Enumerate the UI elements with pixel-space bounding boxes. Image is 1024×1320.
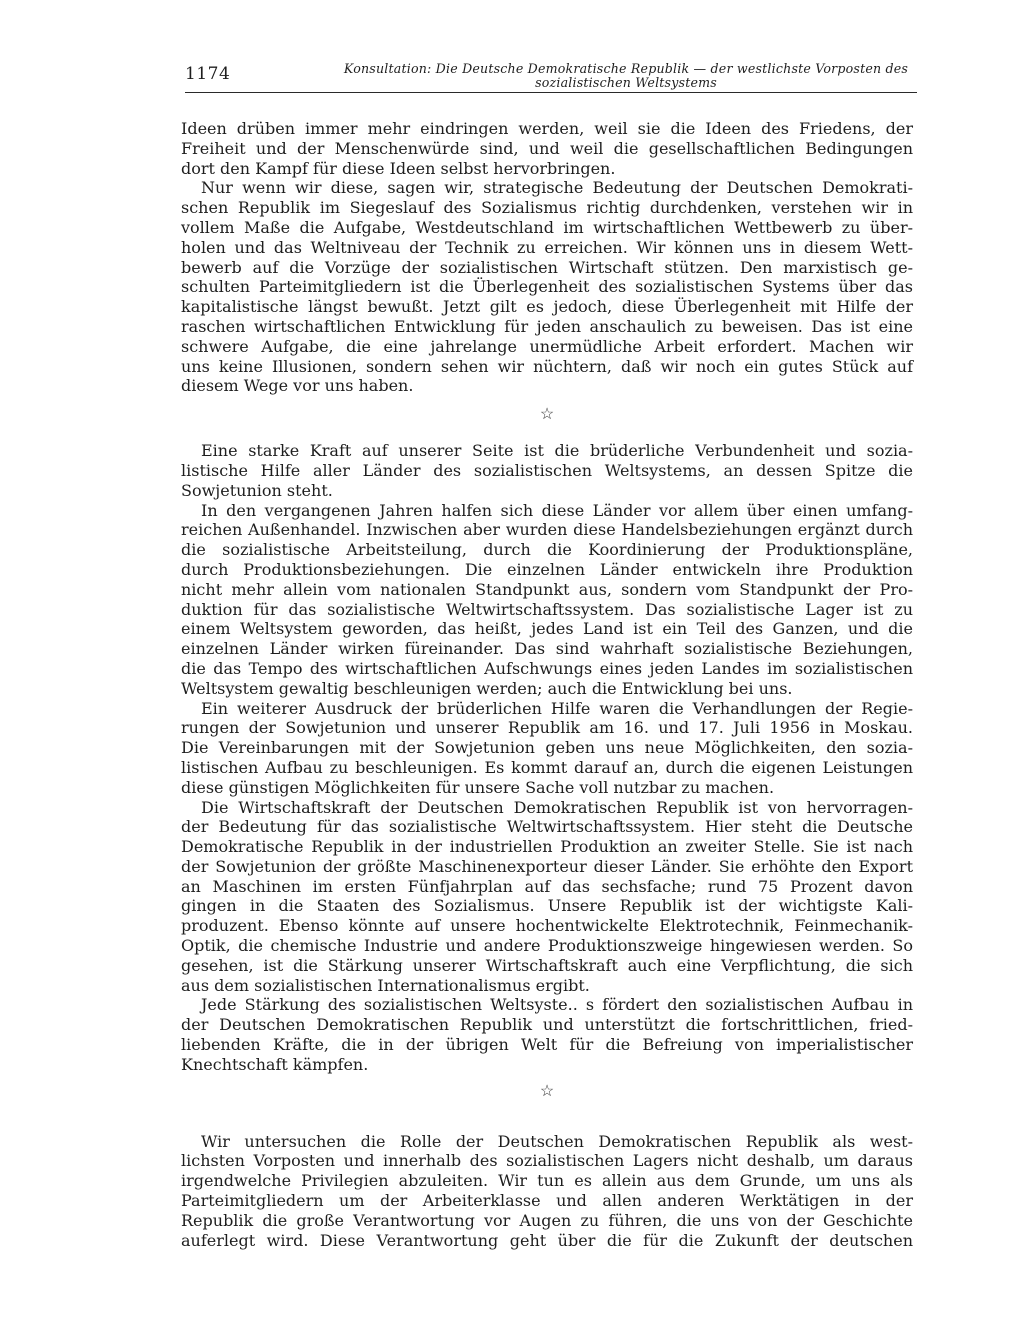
page-number: 1174 bbox=[185, 64, 231, 84]
text-line: gesehen, ist die Stärkung unserer Wirtschaftskraft auch eine Verpflichtung, die sich bbox=[181, 955, 913, 975]
text-line: In den vergangenen Jahren halfen sich diese Länder vor allem über einen umfang- bbox=[201, 500, 913, 520]
text-line: Optik, die chemische Industrie und andere Produktionszweige hingewiesen werden. So bbox=[181, 936, 913, 956]
text-line: der Sowjetunion der größte Maschinenexporteur dieser Länder. Sie erhöhte den Export bbox=[181, 856, 913, 876]
text-line: Parteimitgliedern um der Arbeiterklasse und allen anderen Werktätigen in der bbox=[181, 1191, 913, 1211]
text-line: produzent. Ebenso könnte auf unsere hochentwickelte Elektrotechnik, Feinmechanik- bbox=[181, 916, 913, 936]
text-line: Republik die große Verantwortung vor Augen zu führen, die uns von der Geschichte bbox=[181, 1210, 913, 1230]
section-separator-star: ☆ bbox=[539, 404, 555, 424]
text-line: schulten Parteimitgliedern ist die Überlegenheit des sozialistischen Systems über das bbox=[181, 277, 913, 297]
text-line: irgendwelche Privilegien abzuleiten. Wir tun es allein aus dem Grunde, um uns als bbox=[181, 1171, 913, 1191]
text-line: Knechtschaft kämpfen. bbox=[181, 1054, 369, 1074]
text-line: diese günstigen Möglichkeiten für unsere Sache voll nutzbar zu machen. bbox=[181, 777, 775, 797]
text-line: durch Produktionsbeziehungen. Die einzelnen Länder entwickeln ihre Produktion bbox=[181, 559, 913, 579]
text-line: kapitalistische längst bewußt. Jetzt gilt es jedoch, diese Überlegenheit mit Hilfe der bbox=[181, 297, 913, 317]
text-line: listische Hilfe aller Länder des sozialistischen Weltsystems, an dessen Spitze die bbox=[181, 460, 913, 480]
text-line: Demokratische Republik in der industriellen Produktion an zweiter Stelle. Sie ist nach bbox=[181, 837, 913, 857]
running-head-line-1: Konsultation: Die Deutsche Demokratische Republik — der westlichste Vorposten des bbox=[343, 61, 909, 76]
text-line: reichen Außenhandel. Inzwischen aber wurden diese Handelsbeziehungen ergänzt durch bbox=[181, 520, 913, 540]
text-line: Jede Stärkung des sozialistischen Weltsyste.. s fördert den sozialistischen Aufbau in bbox=[201, 995, 913, 1015]
text-line: diesem Wege vor uns haben. bbox=[181, 376, 414, 396]
text-line: bewerb auf die Vorzüge der sozialistischen Wirtschaft stützen. Den marxistisch ge- bbox=[181, 257, 913, 277]
text-line: duktion für das sozialistische Weltwirtschaftssystem. Das sozialistische Lager ist zu bbox=[181, 599, 913, 619]
section-separator-star: ☆ bbox=[539, 1080, 555, 1100]
text-line: gingen in die Staaten des Sozialismus. Unsere Republik ist der wichtigste Kali- bbox=[181, 896, 913, 916]
text-line: vollem Maße die Aufgabe, Westdeutschland im wirtschaftlichen Wettbewerb zu über- bbox=[181, 217, 913, 237]
text-line: Weltsystem gewaltig beschleunigen werden; auch die Entwicklung bei uns. bbox=[181, 678, 793, 698]
text-line: raschen wirtschaftlichen Entwicklung für jeden anschaulich zu beweisen. Das ist eine bbox=[181, 316, 913, 336]
text-line: Nur wenn wir diese, sagen wir, strategische Bedeutung der Deutschen Demokrati- bbox=[201, 178, 913, 198]
text-line: einem Weltsystem geworden, das heißt, jedes Land ist ein Teil des Ganzen, und die bbox=[181, 619, 913, 639]
text-line: rungen der Sowjetunion und unserer Republik am 16. und 17. Juli 1956 in Moskau. bbox=[181, 718, 913, 738]
text-line: Sowjetunion steht. bbox=[181, 480, 333, 500]
text-line: Freiheit und der Menschenwürde sind, und weil die gesellschaftlichen Bedingungen bbox=[181, 138, 913, 158]
text-line: holen und das Weltniveau der Technik zu erreichen. Wir können uns in diesem Wett- bbox=[181, 237, 913, 257]
text-line: Ein weiterer Ausdruck der brüderlichen Hilfe waren die Verhandlungen der Regie- bbox=[201, 698, 913, 718]
text-line: schen Republik im Siegeslauf des Sozialismus richtig durchdenken, verstehen wir in bbox=[181, 198, 913, 218]
text-line: lichsten Vorposten und innerhalb des sozialistischen Lagers nicht deshalb, um daraus bbox=[181, 1151, 913, 1171]
text-line: Wir untersuchen die Rolle der Deutschen Demokratischen Republik als west- bbox=[201, 1131, 913, 1151]
body-text bbox=[181, 119, 913, 1250]
text-line: auferlegt wird. Diese Verantwortung geht über die für die Zukunft der deutschen bbox=[181, 1230, 913, 1250]
text-line: Ideen drüben immer mehr eindringen werden, weil sie die Ideen des Friedens, der bbox=[181, 119, 913, 138]
text-line: Eine starke Kraft auf unserer Seite ist die brüderliche Verbundenheit und sozia- bbox=[201, 441, 913, 461]
text-line: die sozialistische Arbeitsteilung, durch die Koordinierung der Produktionspläne, bbox=[181, 540, 913, 560]
text-line: Die Wirtschaftskraft der Deutschen Demokratischen Republik ist von hervorragen- bbox=[201, 797, 913, 817]
page-header bbox=[185, 58, 917, 93]
text-line: einzelnen Länder wirken füreinander. Das sind wahrhaft sozialistische Beziehungen, bbox=[181, 639, 913, 659]
text-line: Die Vereinbarungen mit der Sowjetunion geben uns neue Möglichkeiten, den sozia- bbox=[181, 738, 913, 758]
running-head bbox=[335, 62, 917, 90]
text-line: die das Tempo des wirtschaftlichen Aufschwungs eines jeden Landes im sozialistischen bbox=[181, 658, 913, 678]
text-line: listischen Aufbau zu beschleunigen. Es kommt darauf an, durch die eigenen Leistungen bbox=[181, 757, 913, 777]
text-line: dort den Kampf für diese Ideen selbst hervorbringen. bbox=[181, 158, 616, 178]
text-line: nicht mehr allein vom nationalen Standpunkt aus, sondern vom Standpunkt der Pro- bbox=[181, 579, 913, 599]
text-line: schwere Aufgabe, die eine jahrelange unermüdliche Arbeit erfordert. Machen wir bbox=[181, 336, 913, 356]
text-line: an Maschinen im ersten Fünfjahrplan auf das sechsfache; rund 75 Prozent davon bbox=[181, 876, 913, 896]
text-line: liebenden Kräfte, die in der übrigen Welt für die Befreiung von imperialistischer bbox=[181, 1035, 913, 1055]
text-line: aus dem sozialistischen Internationalismus ergibt. bbox=[181, 975, 590, 995]
text-line: uns keine Illusionen, sondern sehen wir nüchtern, daß wir noch ein gutes Stück auf bbox=[181, 356, 913, 376]
text-line: der Deutschen Demokratischen Republik und unterstützt die fortschrittlichen, fried- bbox=[181, 1015, 913, 1035]
text-line: der Bedeutung für das sozialistische Weltwirtschaftssystem. Hier steht die Deutsche bbox=[181, 817, 913, 837]
running-head-line-2: sozialistischen Weltsystems bbox=[535, 75, 717, 90]
